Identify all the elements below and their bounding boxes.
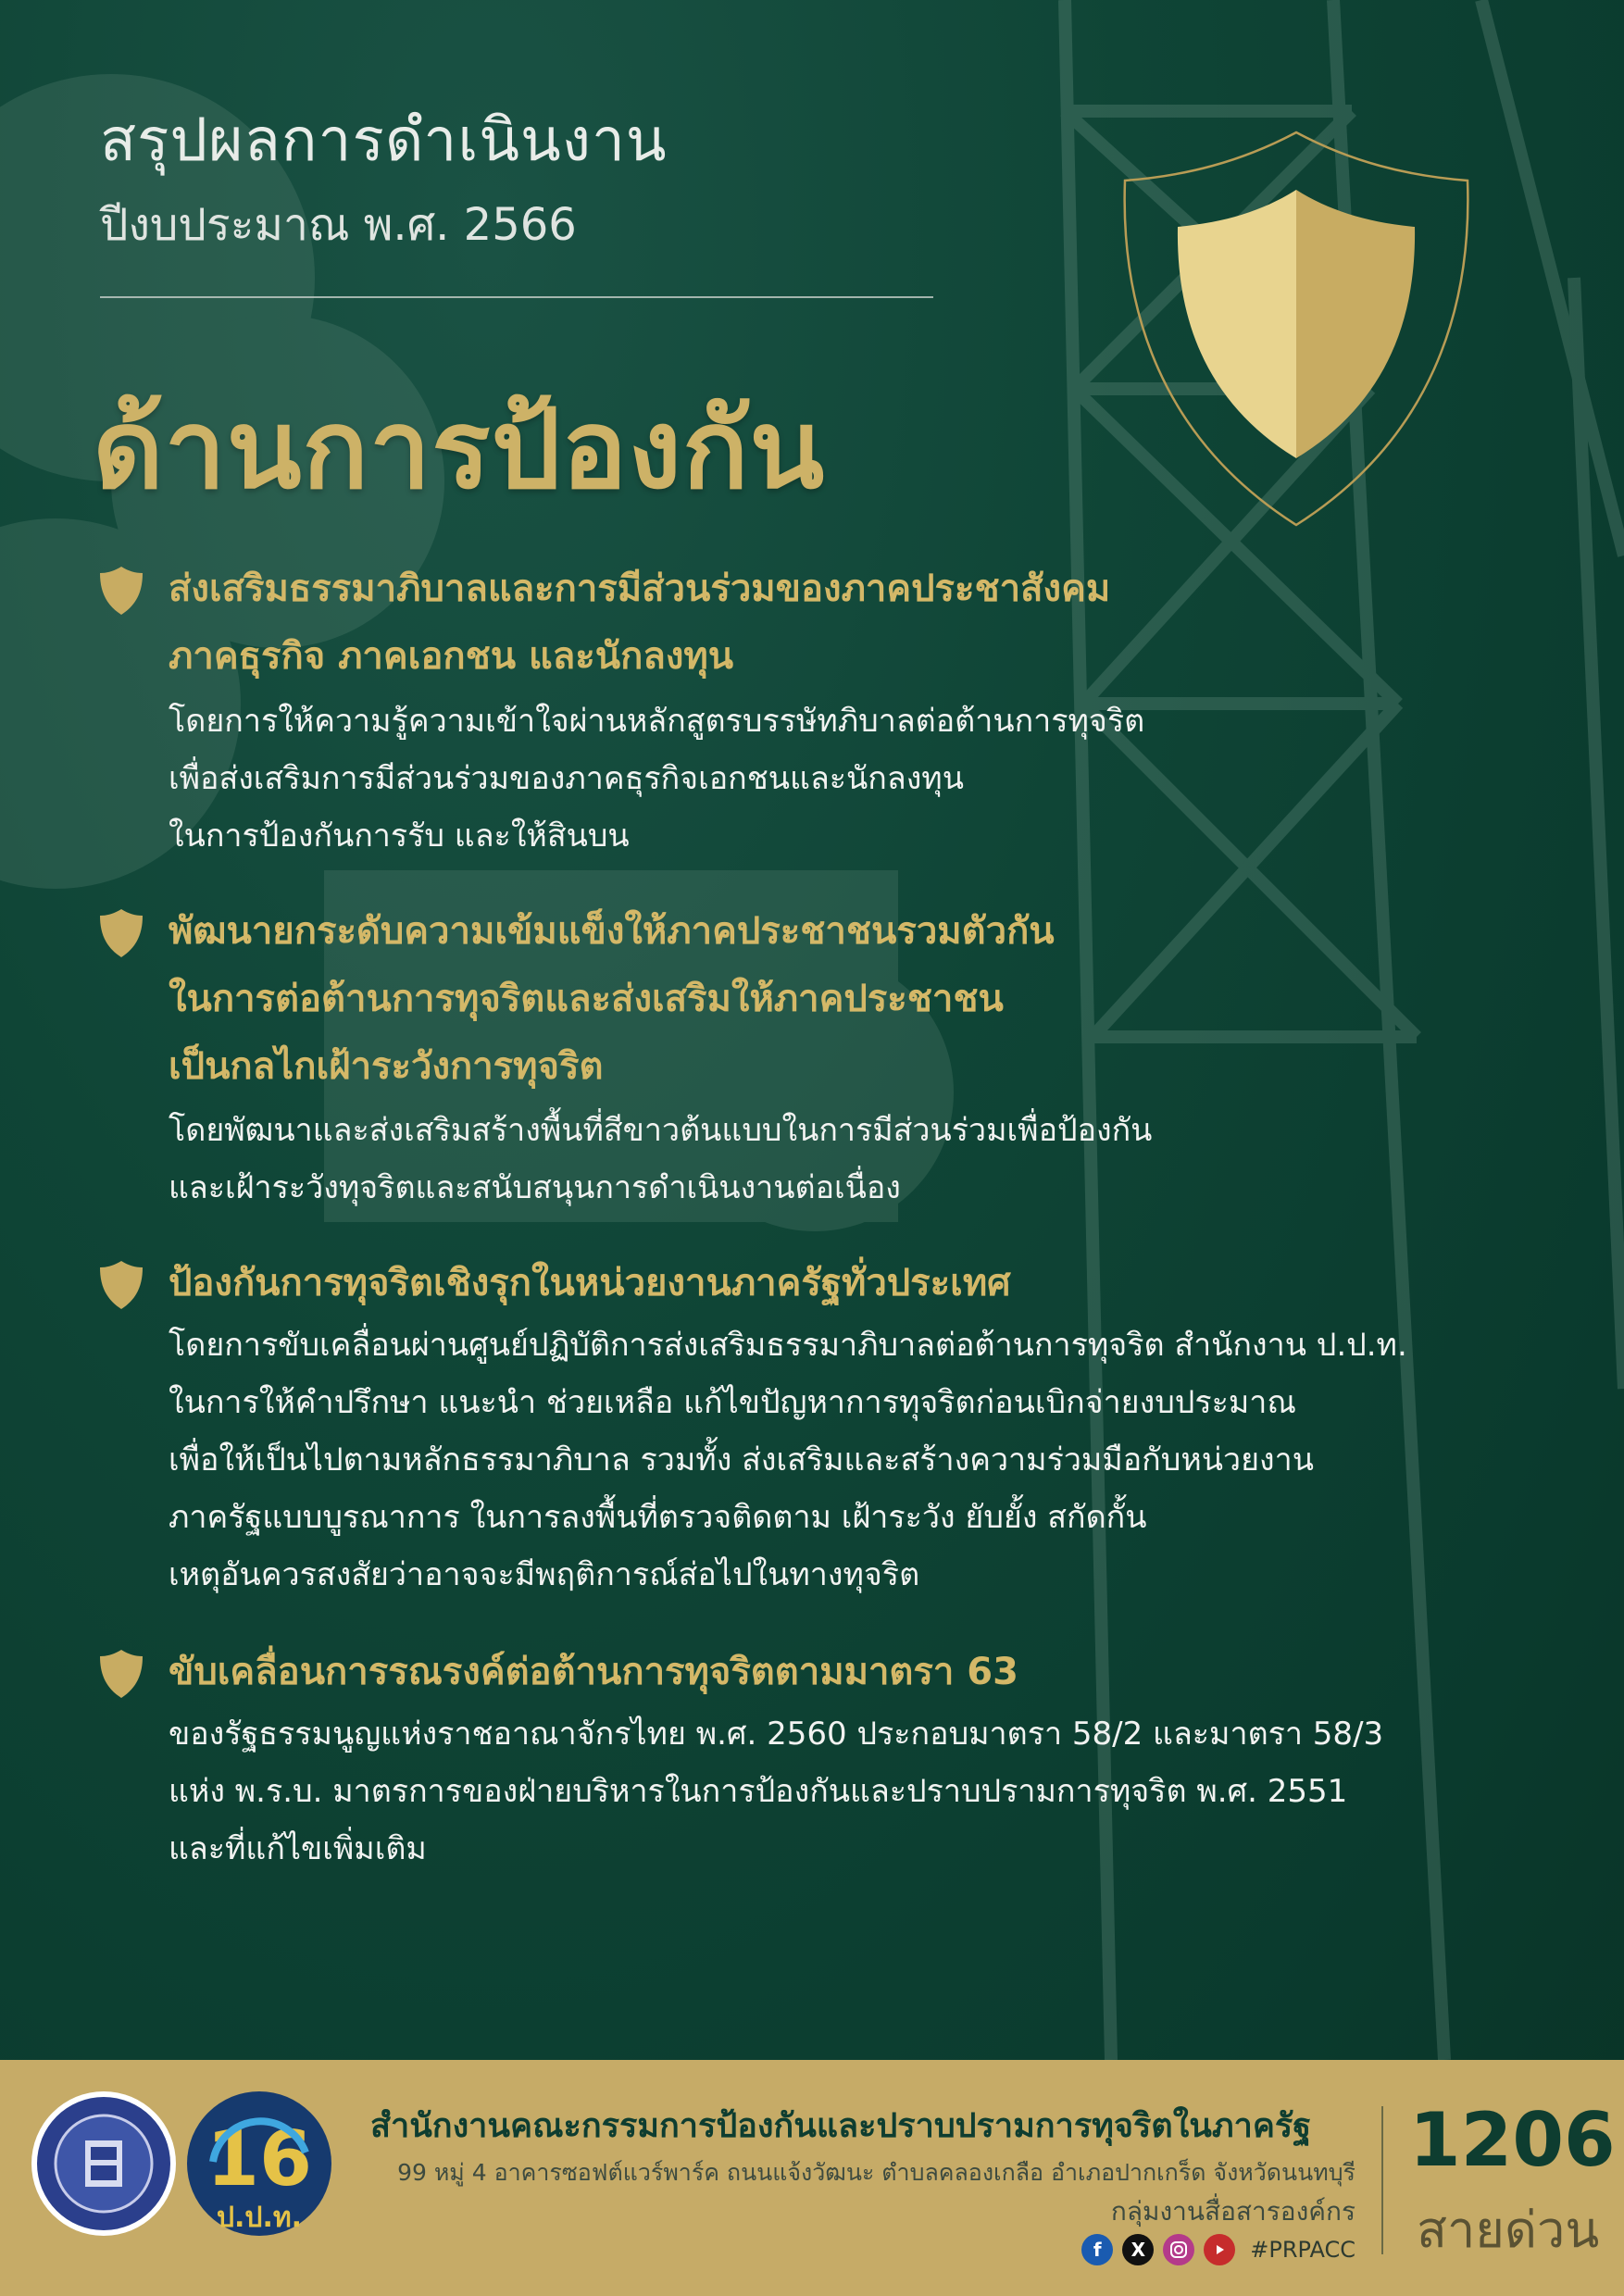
pacc-seal-logo	[30, 2090, 178, 2238]
svg-text:ป.ป.ท.: ป.ป.ท.	[216, 2202, 303, 2234]
headline: ด้านการป้องกัน	[93, 385, 826, 513]
social-links	[1081, 2234, 1355, 2265]
footer	[0, 2060, 1624, 2296]
section-heading: ขับเคลื่อนการรณรงค์ต่อต้านการทุจริตตามมาตรา 63	[169, 1651, 1018, 1693]
shield-bullet-icon	[100, 1261, 143, 1309]
section-heading: ส่งเสริมธรรมาภิบาลและการมีส่วนร่วมของภาคประชาสังคม ภาคธุรกิจ ภาคเอกชน และนักลงทุน	[169, 568, 1111, 678]
section-campaign	[100, 1639, 1544, 1879]
hotline-number[interactable]: 1206	[1409, 2097, 1616, 2183]
title-divider	[100, 296, 933, 298]
x-icon[interactable]: X	[1122, 2234, 1154, 2265]
shield-bullet-icon	[100, 1650, 143, 1698]
section-proactive-prevention	[100, 1250, 1544, 1602]
organization-name: สำนักงานคณะกรรมการป้องกันและปราบปรามการทุจริตในภาครัฐ	[370, 2107, 1312, 2145]
page-title: สรุปผลการดำเนินงาน	[100, 106, 668, 175]
page-subtitle: ปีงบประมาณ พ.ศ. 2566	[100, 199, 577, 251]
instagram-icon[interactable]	[1163, 2234, 1194, 2265]
organization-department: กลุ่มงานสื่อสารองค์กร	[1110, 2196, 1355, 2227]
section-body: โดยการขับเคลื่อนผ่านศูนย์ปฏิบัติการส่งเสริมธรรมาภิบาลต่อต้านการทุจริต สำนักงาน ป.ป.ท. ในการให้คำปรึกษา แนะนำ ช่วยเหลือ แก้ไขปัญหาการทุจริตก่อนเบิกจ่ายงบประมาณ เพื่อให้เป็นไปตามหลักธรรมาภิบาล รวมทั้ง ส่งเสริมและสร้างความร่วมมือกับหน่วยงาน ภาครัฐแบบบูรณาการ ในการลงพื้นที่ตรวจติดตาม เฝ้าระวัง ยับยั้ง สกัดกั้น เหตุอันควรสงสัยว่าอาจจะมีพฤติการณ์ส่อไปในทางทุจริต	[169, 1327, 1407, 1593]
hotline-label: สายด่วน	[1417, 2201, 1600, 2259]
section-body: ของรัฐธรรมนูญแห่งราชอาณาจักรไทย พ.ศ. 2560 ประกอบมาตรา 58/2 และมาตรา 58/3 แห่ง พ.ร.บ. มาตรการของฝ่ายบริหารในการป้องกันและปราบปรามการทุจริต พ.ศ. 2551 และที่แก้ไขเพิ่มเติม	[169, 1716, 1384, 1867]
footer-divider	[1381, 2106, 1383, 2254]
shield-bullet-icon	[100, 909, 143, 957]
section-governance	[100, 555, 1544, 861]
organization-address: 99 หมู่ 4 อาคารซอฟต์แวร์พาร์ค ถนนแจ้งวัฒนะ ตำบลคลองเกลือ อำเภอปากเกร็ด จังหวัดนนทบุรี	[397, 2159, 1355, 2186]
facebook-icon[interactable]: f	[1081, 2234, 1113, 2265]
shield-bullet-icon	[100, 567, 143, 615]
hashtag: #PRPACC	[1250, 2237, 1355, 2263]
section-body: โดยการให้ความรู้ความเข้าใจผ่านหลักสูตรบรรษัทภิบาลต่อต้านการทุจริต เพื่อส่งเสริมการมีส่วนร่วมของภาคธุรกิจเอกชนและนักลงทุน ในการป้องกันการรับ และให้สินบน	[169, 703, 1145, 855]
section-civil-network	[100, 898, 1544, 1213]
youtube-icon[interactable]	[1204, 2234, 1235, 2265]
svg-text:16: 16	[206, 2115, 313, 2203]
section-body: โดยพัฒนาและส่งเสริมสร้างพื้นที่สีขาวต้นแบบในการมีส่วนร่วมเพื่อป้องกัน และเฝ้าระวังทุจริตและสนับสนุนการดำเนินงานต่อเนื่อง	[169, 1112, 1153, 1206]
section-heading: ป้องกันการทุจริตเชิงรุกในหน่วยงานภาครัฐทั่วประเทศ	[169, 1262, 1011, 1304]
shield-icon	[1111, 125, 1481, 532]
section-heading: พัฒนายกระดับความเข้มแข็งให้ภาคประชาชนรวมตัวกัน ในการต่อต้านการทุจริตและส่งเสริมให้ภาคประชาชน เป็นกลไกเฝ้าระวังการทุจริต	[169, 910, 1055, 1088]
pacc-16-anniversary-logo	[185, 2088, 333, 2245]
